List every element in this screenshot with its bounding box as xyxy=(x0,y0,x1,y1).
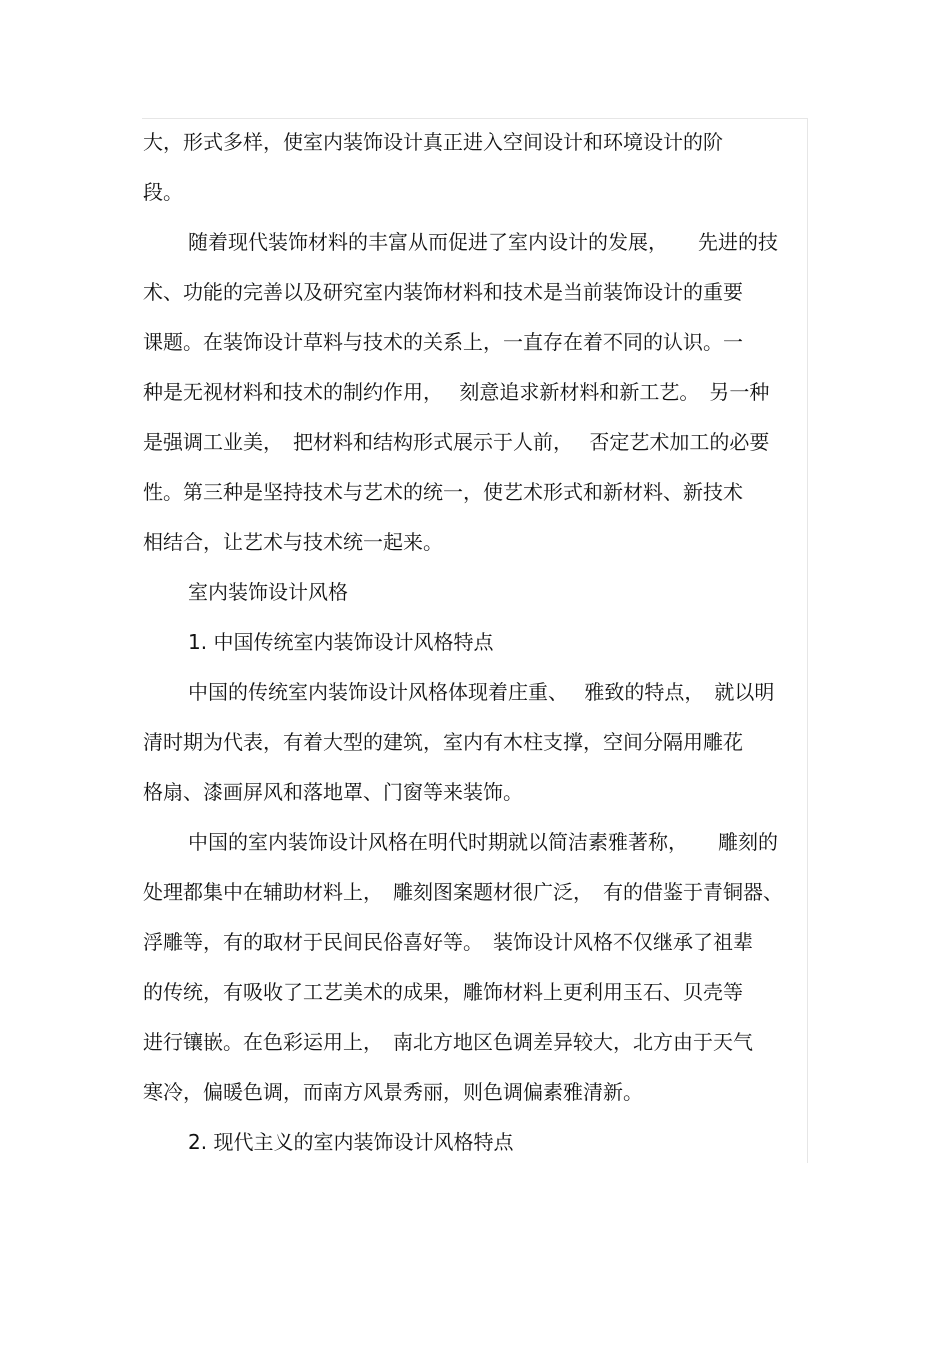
text-line: 处理都集中在辅助材料上， 雕刻图案题材很广泛， 有的借鉴于青铜器、 xyxy=(143,880,783,904)
text-line: 课题。在装饰设计草料与技术的关系上，一直存在着不同的认识。一 xyxy=(143,330,743,354)
text-line: 种是无视材料和技术的制约作用， 刻意追求新材料和新工艺。 另一种 xyxy=(143,380,770,404)
paragraph-start-line: 中国的室内装饰设计风格在明代时期就以简洁素雅著称， 雕刻的 xyxy=(188,830,778,854)
paragraph-start-line: 中国的传统室内装饰设计风格体现着庄重、 雅致的特点， 就以明 xyxy=(188,680,775,704)
text-line: 相结合，让艺术与技术统一起来。 xyxy=(143,530,443,554)
subsection-heading: 1. 中国传统室内装饰设计风格特点 xyxy=(188,630,494,654)
text-line: 进行镶嵌。在色彩运用上， 南北方地区色调差异较大，北方由于天气 xyxy=(143,1030,753,1054)
text-line: 格扇、漆画屏风和落地罩、门窗等来装饰。 xyxy=(143,780,523,804)
paragraph-start-line: 随着现代装饰材料的丰富从而促进了室内设计的发展， 先进的技 xyxy=(188,230,778,254)
text-line: 的传统，有吸收了工艺美术的成果，雕饰材料上更利用玉石、贝壳等 xyxy=(143,980,743,1004)
subsection-heading: 2. 现代主义的室内装饰设计风格特点 xyxy=(188,1130,514,1154)
text-line: 大，形式多样，使室内装饰设计真正进入空间设计和环境设计的阶 xyxy=(143,130,723,154)
text-line: 是强调工业美， 把材料和结构形式展示于人前， 否定艺术加工的必要 xyxy=(143,430,770,454)
text-line: 性。第三种是坚持技术与艺术的统一，使艺术形式和新材料、新技术 xyxy=(143,480,743,504)
text-line: 寒冷，偏暖色调，而南方风景秀丽，则色调偏素雅清新。 xyxy=(143,1080,643,1104)
section-heading: 室内装饰设计风格 xyxy=(188,580,348,604)
text-line: 浮雕等，有的取材于民间民俗喜好等。 装饰设计风格不仅继承了祖辈 xyxy=(143,930,753,954)
text-line: 术、功能的完善以及研究室内装饰材料和技术是当前装饰设计的重要 xyxy=(143,280,743,304)
text-line: 段。 xyxy=(143,180,183,204)
text-line: 清时期为代表，有着大型的建筑，室内有木柱支撑，空间分隔用雕花 xyxy=(143,730,743,754)
